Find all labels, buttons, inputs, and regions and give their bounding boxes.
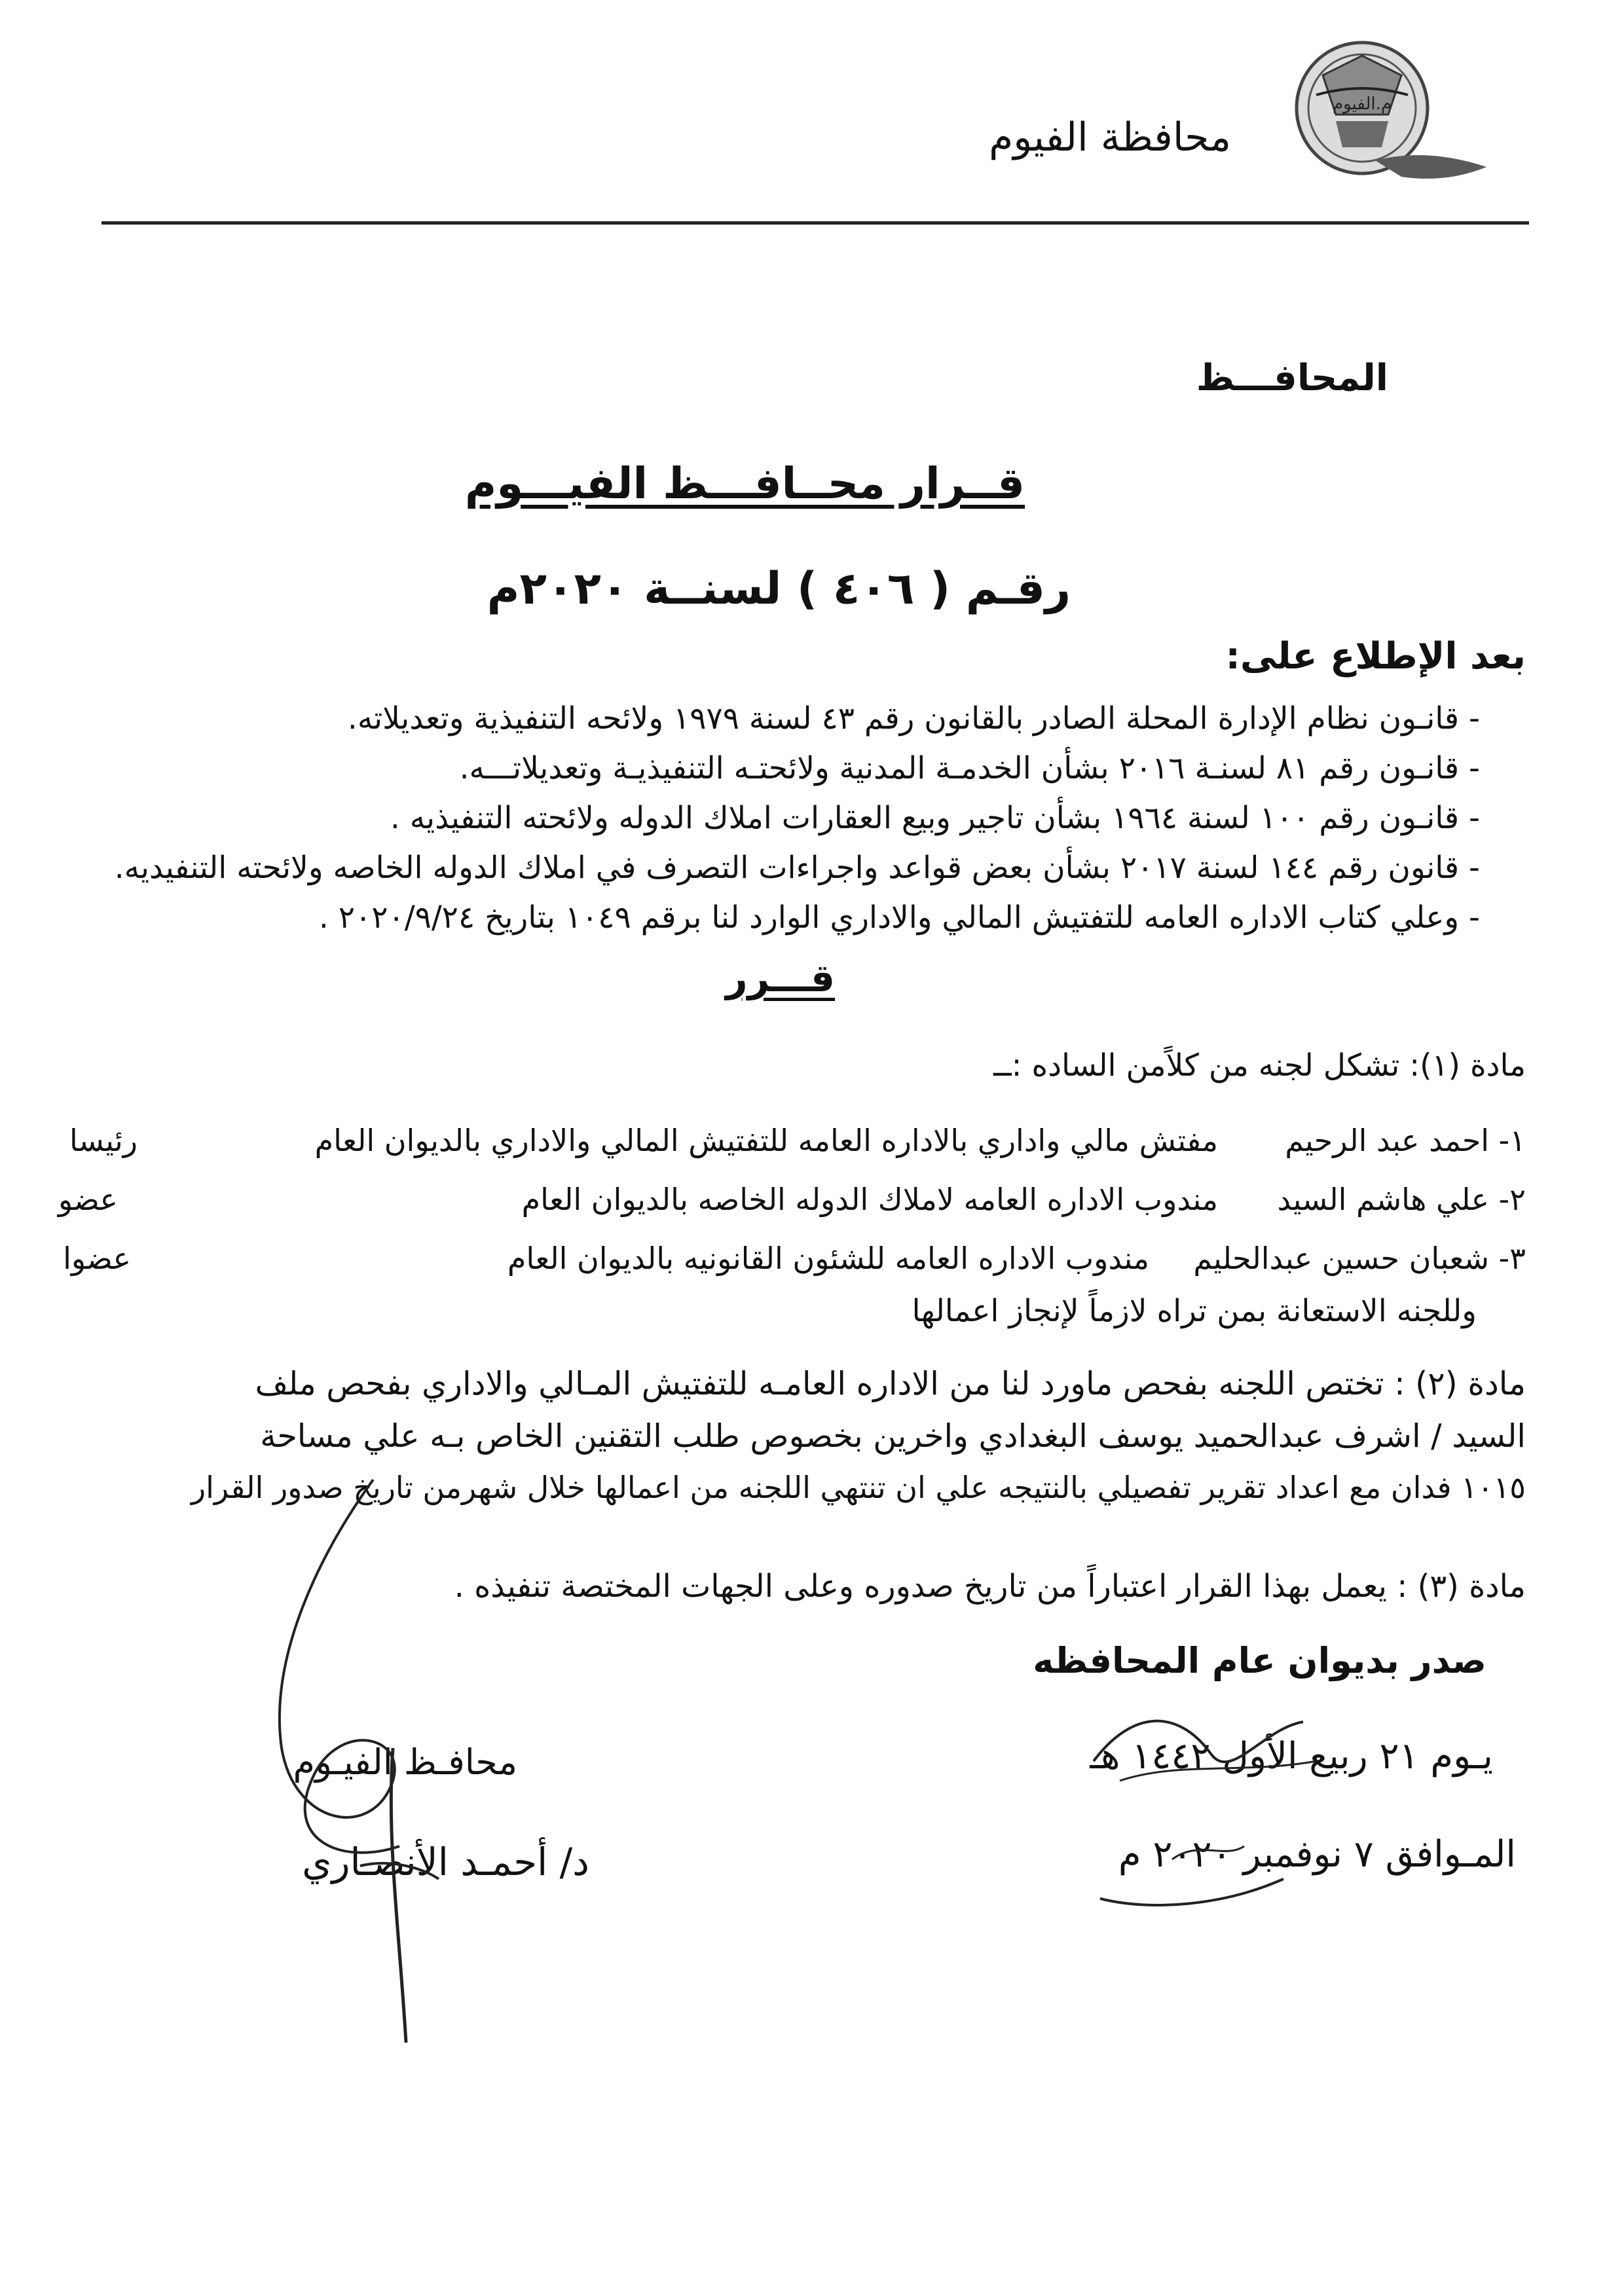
member-role: عضوا xyxy=(63,1241,131,1276)
member-row xyxy=(20,1123,1526,1169)
article2-line: ١٠١٥ فدان مع اعداد تقرير تفصيلي بالنتيجه علي ان تنتهي اللجنه من اعمالها خلال شهرمن تاريخ صدور القرار xyxy=(191,1470,1526,1505)
member-role: رئيسا xyxy=(69,1123,138,1158)
gregorian-date: المـوافق ٧ نوفمبر ٢٠٢٠ م xyxy=(1118,1833,1516,1876)
preamble-item: - قانـون رقم ٨١ لسنـة ٢٠١٦ بشأن الخدمـة المدنية ولائحتـه التنفيذيـة وتعديلاتـــه. xyxy=(459,750,1480,786)
hijri-date: يـوم ٢١ ربيع الأول ١٤٤٢ هـ xyxy=(1090,1735,1493,1777)
decision-title: قــرار محــافـــظ الفيـــوم xyxy=(464,458,1025,509)
article3: مادة (٣) : يعمل بهذا القرار اعتباراً من تاريخ صدوره وعلى الجهات المختصة تنفيذه . xyxy=(454,1568,1526,1605)
article2-line: السيد / اشرف عبدالحميد يوسف البغدادي واخرين بخصوص طلب التقنين الخاص بـه علي مساحة xyxy=(260,1417,1526,1455)
governorate-emblem-icon xyxy=(1277,36,1493,187)
member-position: مندوب الاداره العامه لاملاك الدوله الخاصه بالديوان العام xyxy=(521,1182,1218,1217)
article1-footer: وللجنه الاستعانة بمن تراه لازماً لإنجاز اعمالها xyxy=(912,1293,1477,1329)
decides-heading: قـــرر xyxy=(726,956,835,1000)
issued-at: صدر بديوان عام المحافظه xyxy=(1033,1640,1486,1681)
svg-text:م.الفيوم: م.الفيوم xyxy=(1332,94,1392,114)
header-divider xyxy=(101,221,1529,225)
member-row xyxy=(20,1241,1526,1286)
signatory-name: د/ أحمـد الأنصـاري xyxy=(302,1840,589,1884)
member-name: ٣- شعبان حسين عبدالحليم xyxy=(1193,1241,1526,1276)
date-handwriting-scribble xyxy=(1080,1683,1329,1794)
preamble-item: - وعلي كتاب الاداره العامه للتفتيش المالي والاداري الوارد لنا برقم ١٠٤٩ بتاريخ ٢٠٢٠/٩/٢٤ . xyxy=(318,900,1480,936)
preamble-heading: بعد الإطلاع على: xyxy=(1225,635,1526,678)
preamble-list xyxy=(39,701,1480,949)
member-role: عضو xyxy=(58,1182,118,1217)
member-position: مفتش مالي واداري بالاداره العامه للتفتيش المالي والاداري بالديوان العام xyxy=(314,1123,1218,1158)
member-name: ٢- علي هاشم السيد xyxy=(1277,1182,1526,1217)
preamble-item: - قانـون نظام الإدارة المحلة الصادر بالقانون رقم ٤٣ لسنة ١٩٧٩ ولائحه التنفيذية وتعديلاته. xyxy=(347,701,1480,737)
date-handwriting-scribble-2 xyxy=(1094,1820,1290,1918)
member-row xyxy=(20,1182,1526,1228)
member-name: ١- احمد عبد الرحيم xyxy=(1285,1123,1526,1158)
decision-number: رقـم ( ٤٠٦ ) لسنــة ٢٠٢٠م xyxy=(487,563,1071,615)
preamble-item: - قانـون رقم ١٠٠ لسنة ١٩٦٤ بشأن تاجير وبيع العقارات املاك الدوله ولائحته التنفيذيه . xyxy=(390,800,1480,836)
issuer-title: المحافـــظ xyxy=(1196,357,1388,399)
governorate-emblem xyxy=(1277,36,1493,187)
member-position: مندوب الاداره العامه للشئون القانونيه بالديوان العام xyxy=(507,1241,1149,1276)
article1-intro: مادة (١): تشكل لجنه من كلاًمن الساده :ــ xyxy=(993,1048,1526,1084)
preamble-item: - قانون رقم ١٤٤ لسنة ٢٠١٧ بشأن بعض قواعد واجراءات التصرف في املاك الدوله الخاصه ولائحته التنفيديه. xyxy=(114,850,1480,886)
signatory-title: محافـظ الفيـوم xyxy=(293,1741,517,1783)
article2-line: مادة (٢) : تختص اللجنه بفحص ماورد لنا من الاداره العامـه للتفتيش المـالي والاداري بفحص ملف xyxy=(255,1365,1526,1402)
handwritten-signature xyxy=(242,1473,478,2062)
governorate-name: محافظة الفيوم xyxy=(989,115,1231,160)
